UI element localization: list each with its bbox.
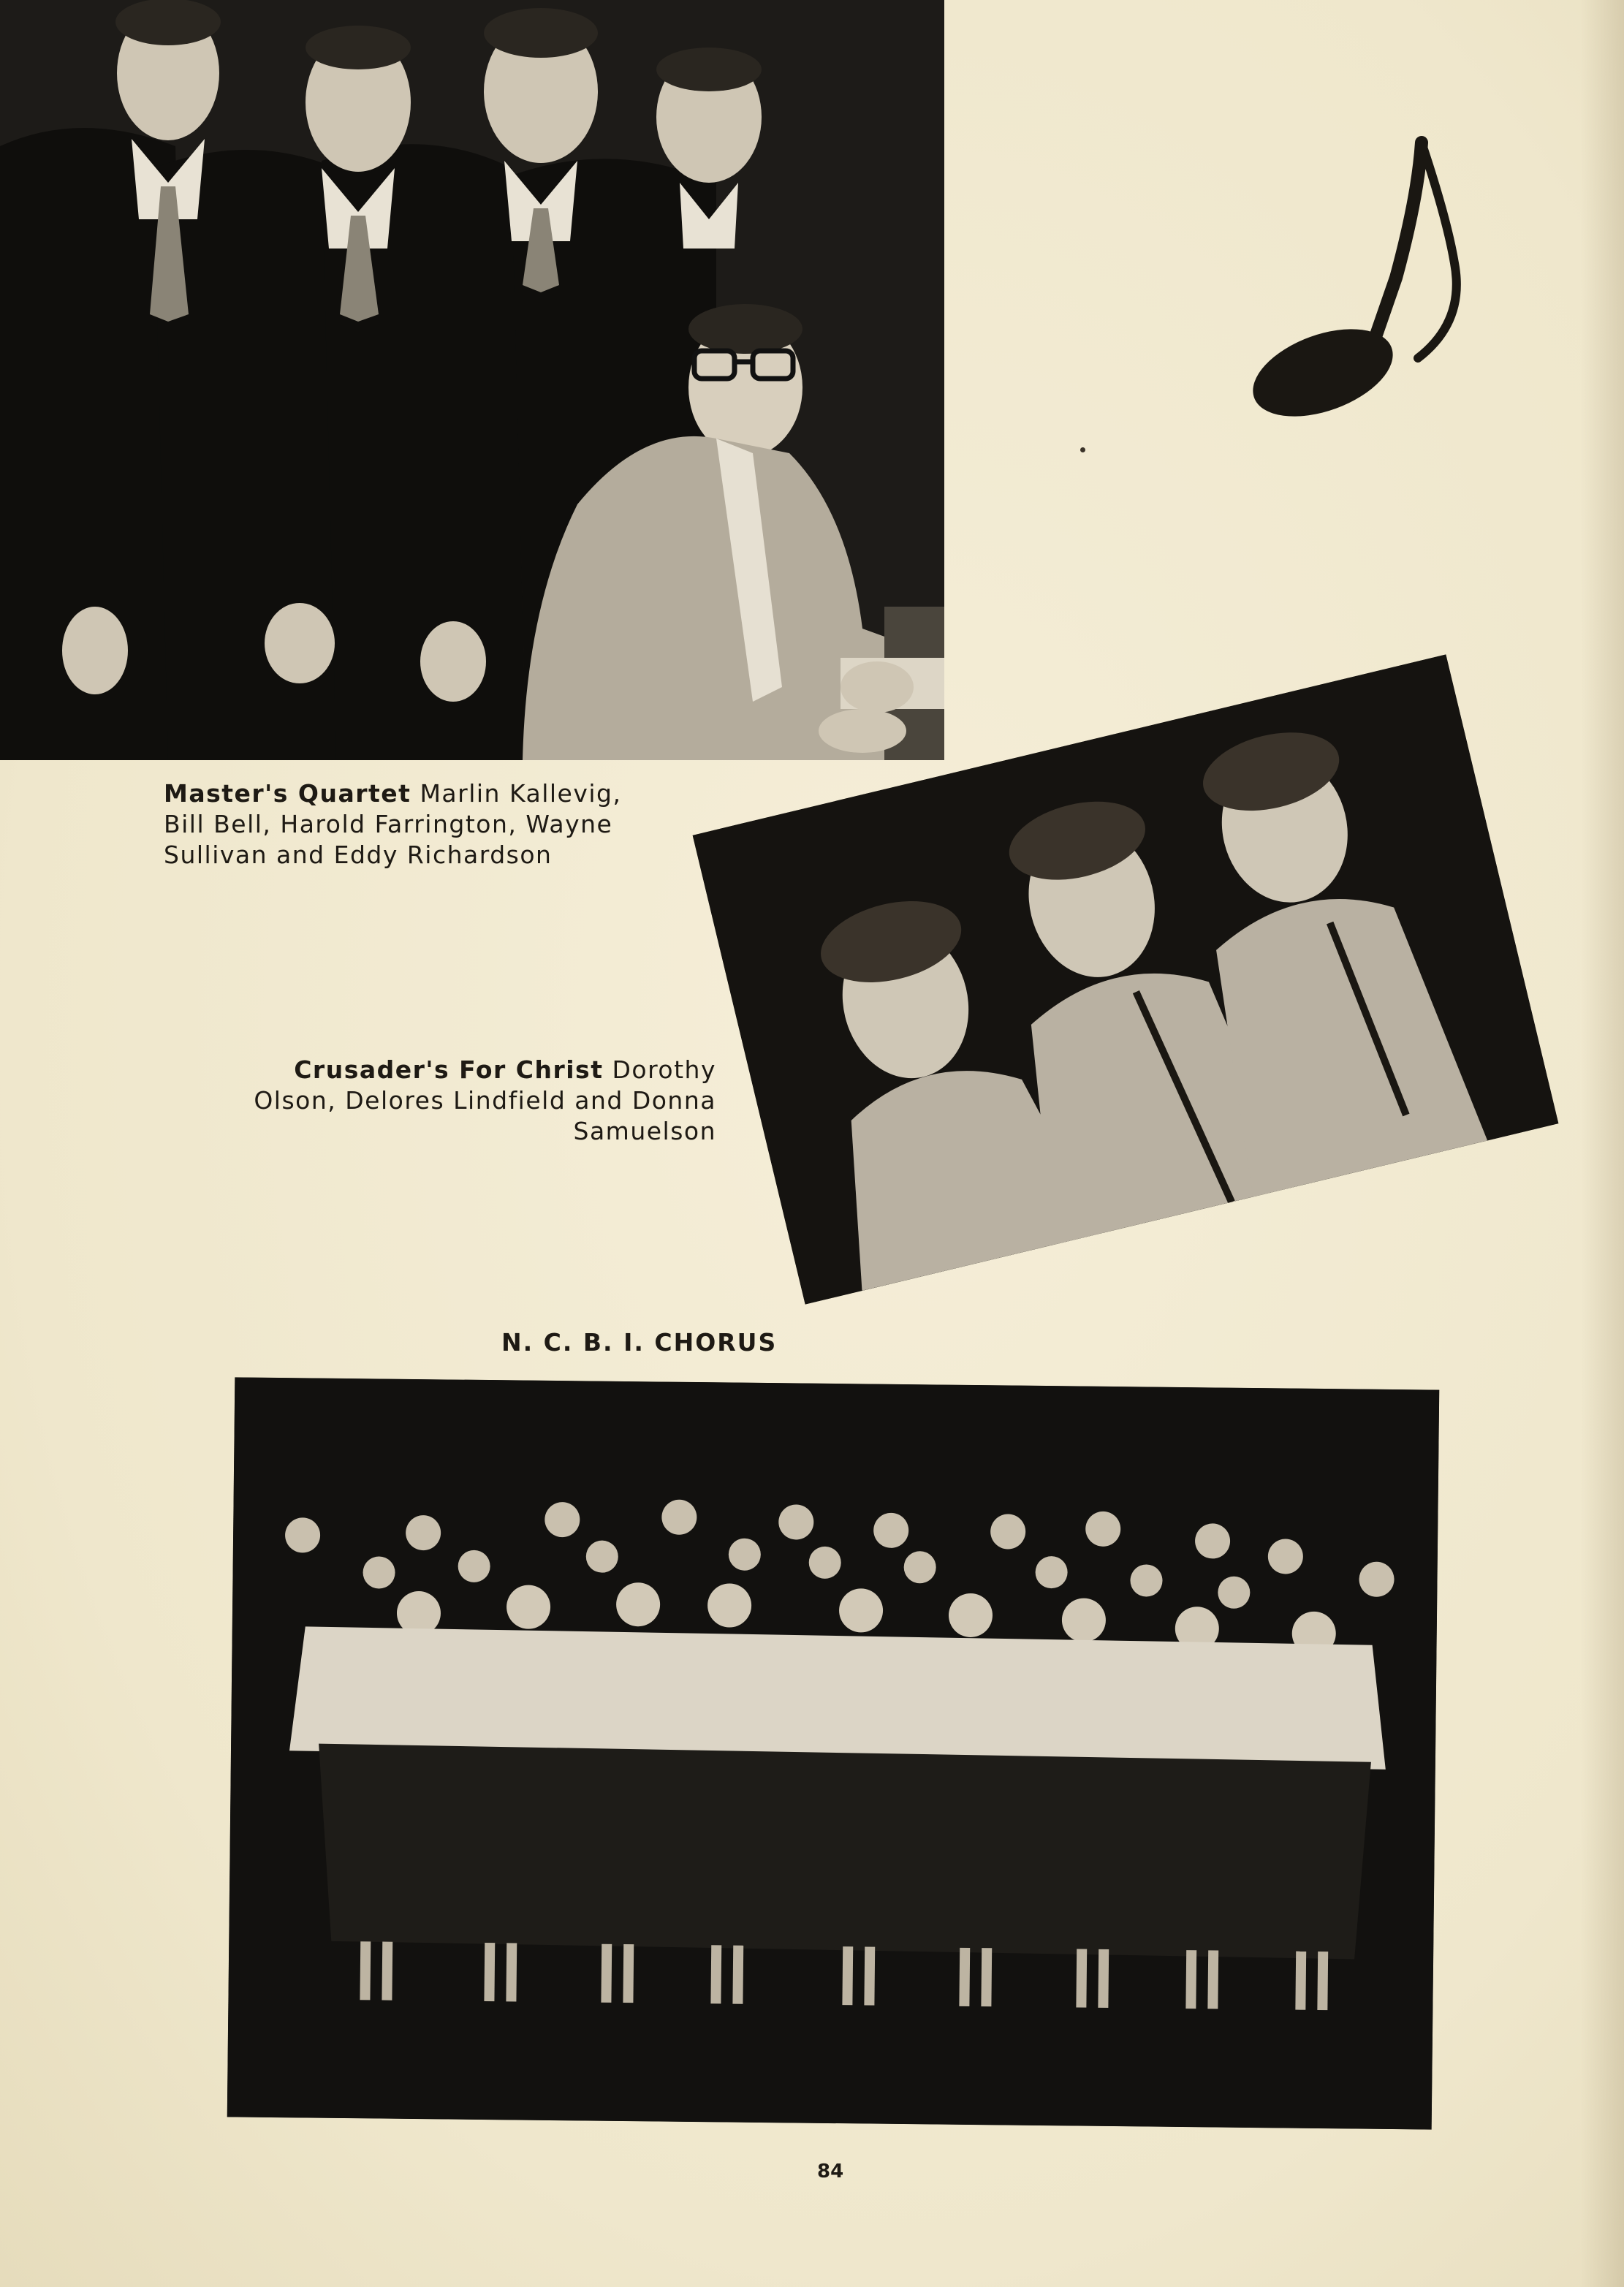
page-number: 84 xyxy=(817,2161,844,2182)
speck xyxy=(1080,447,1085,452)
chorus-caption: N. C. B. I. CHORUS xyxy=(501,1328,778,1357)
quartet-caption-title: Master's Quartet xyxy=(164,779,411,808)
page-edge-shadow xyxy=(1580,0,1624,2287)
quartet-caption-names: Marlin Kallevig, Bill Bell, Harold Farrington, Wayne Sullivan and Eddy Richardson xyxy=(164,779,622,869)
quartet-caption xyxy=(164,778,661,871)
crusaders-caption-names: Dorothy Olson, Delores Lindfield and Donna Samuelson xyxy=(254,1055,716,1145)
chorus-photo xyxy=(227,1377,1440,2129)
eighth-note-icon xyxy=(1235,132,1476,424)
quartet-photo xyxy=(0,0,944,760)
crusaders-caption xyxy=(219,1055,716,1147)
crusaders-caption-title: Crusader's For Christ xyxy=(294,1055,604,1084)
